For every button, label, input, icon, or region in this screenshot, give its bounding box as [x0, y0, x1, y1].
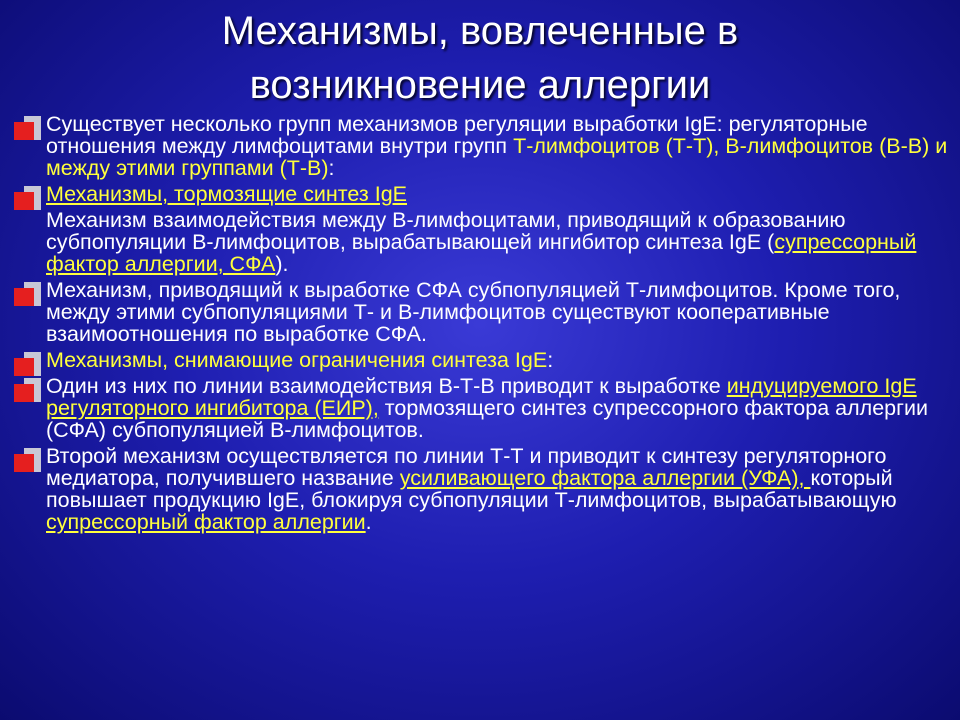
bullet-item-btb	[10, 375, 950, 441]
bullet-marker-icon	[14, 378, 41, 402]
bullet-marker-icon	[14, 116, 41, 140]
bullet-text-end: тормозящего синтез супрессорного фактора аллергии (СФА) субпопуляцией В-лимфоцитов.	[46, 396, 928, 442]
paragraph-b-b-mechanism	[10, 209, 950, 275]
bullet-marker-icon	[14, 186, 41, 210]
link-eir[interactable]: индуцируемого IgE регуляторного ингибитора (ЕИР),	[46, 374, 917, 420]
bullet-text-end: .	[365, 510, 372, 534]
bullet-marker-icon	[14, 448, 41, 472]
heading-link-inhibiting[interactable]: Механизмы, тормозящие синтез IgE	[46, 182, 407, 206]
bullet-item-removing	[10, 349, 950, 371]
bullet-text: Один из них по линии взаимодействия В-Т-В приводит к выработке	[46, 374, 727, 398]
bullet-marker-icon	[14, 352, 41, 376]
bullet-item-groups	[10, 113, 950, 179]
bullet-marker-icon	[14, 282, 41, 306]
highlight-text: Т-лимфоцитов (Т-Т), В-лимфоцитов (В-В) и между этими группами (Т-В)	[46, 134, 948, 180]
link-sfa-2[interactable]: супрессорный фактор аллергии	[46, 510, 366, 534]
title-line-1: Механизмы, вовлеченные в	[221, 9, 739, 53]
bullet-text: Механизм, приводящий к выработке СФА субпопуляцией Т-лимфоцитов. Кроме того, между этими субпопуляциями Т- и В-лимфоцитов существуют кооперативные взаимоотношения по выработке СФА.	[46, 278, 901, 346]
link-sfa[interactable]: супрессорный фактор аллергии, СФА	[46, 230, 917, 276]
bullet-text-middle: который повышает продукцию IgE, блокируя субпопуляции Т-лимфоцитов, вырабатывающую	[46, 466, 897, 512]
bullet-text: Второй механизм осуществляется по линии Т-Т и приводит к синтезу регуляторного медиатора, получившего название	[46, 444, 887, 490]
heading-removing: Механизмы, снимающие ограничения синтеза IgE	[46, 348, 548, 372]
bullet-item-tt	[10, 445, 950, 533]
bullet-item-sfa-t	[10, 279, 950, 345]
heading-colon: :	[547, 348, 554, 372]
slide-content	[10, 113, 950, 533]
paragraph-text: Механизм взаимодействия между В-лимфоцитами, приводящий к образованию субпопуляции В-лимфоцитов, вырабатывающей ингибитор синтеза IgE (	[46, 208, 846, 254]
bullet-text: Существует несколько групп механизмов регуляции выработки IgE: регуляторные отношения между лимфоцитами внутри групп	[46, 112, 868, 158]
paragraph-text-end: ).	[275, 252, 289, 276]
title-line-2: возникновение аллергии	[249, 63, 711, 107]
link-ufa[interactable]: усиливающего фактора аллергии (УФА),	[399, 466, 811, 490]
bullet-item-inhibiting	[10, 183, 950, 205]
slide-title	[0, 4, 960, 112]
bullet-text-end: :	[328, 156, 335, 180]
